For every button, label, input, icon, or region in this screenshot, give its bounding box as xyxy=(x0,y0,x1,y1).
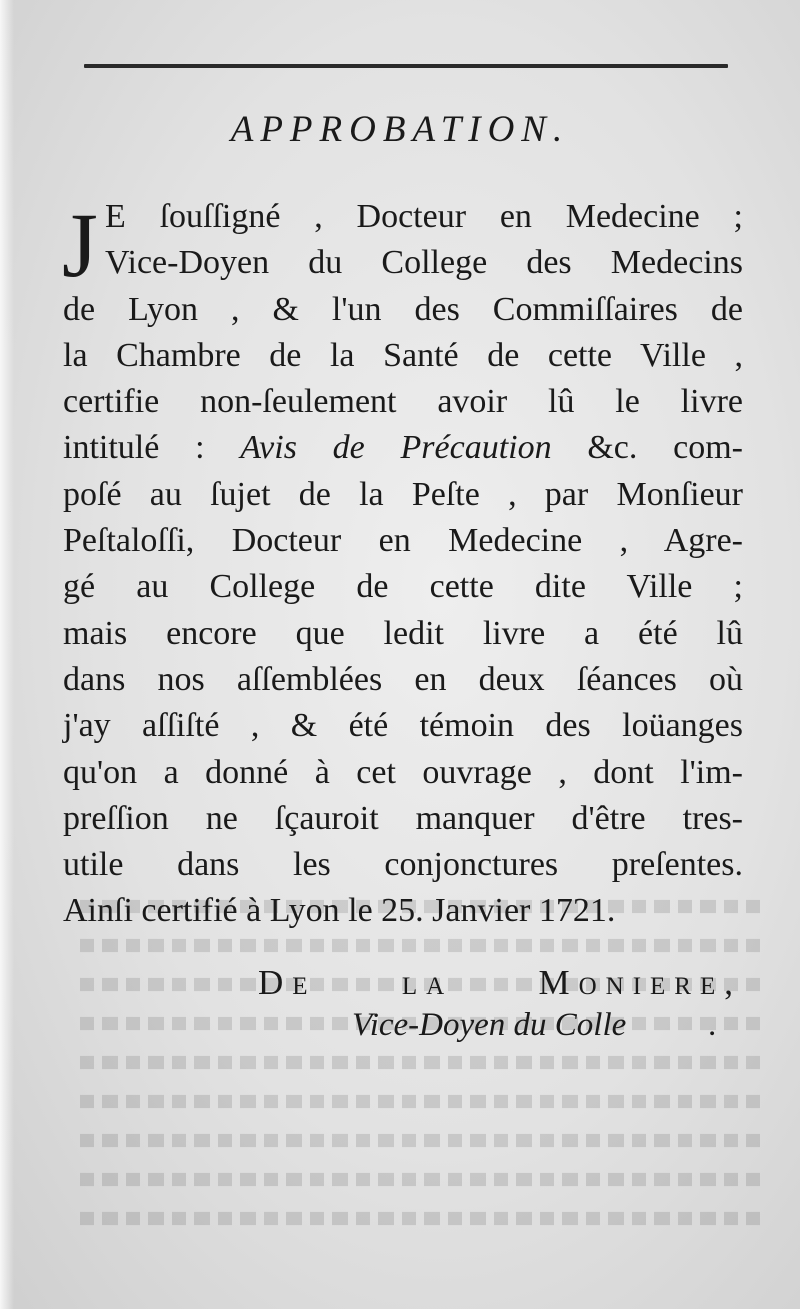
text-line-16: Ainſi certifié à Lyon le 25. Janvier 1721. xyxy=(63,892,616,930)
top-rule xyxy=(84,64,728,68)
text-line-4: la Chambre de la Santé de cette Ville , xyxy=(63,336,743,374)
signature-title: Vice-Doyen du Colle xyxy=(352,1007,627,1043)
text-line-8: Peſtaloſſi, Docteur en Medecine , Agre- xyxy=(63,522,743,560)
text-line-7: poſé au ſujet de la Peſte , par Monſieur xyxy=(63,475,743,513)
signature-dot: . xyxy=(708,1007,717,1043)
text-line-2: Vice-Doyen du College des Medecins xyxy=(105,244,743,282)
text-line-1: E ſouſſigné , Docteur en Medecine ; xyxy=(105,198,743,235)
text-line-12: j'ay aſſiſté , & été témoin des loüanges xyxy=(63,707,743,745)
text-line-10: mais encore que ledit livre a été lû xyxy=(63,614,743,652)
text-line-9: gé au College de cette dite Ville ; xyxy=(63,568,743,606)
approbation-text xyxy=(63,194,743,935)
text-line-5: certifie non-ſeulement avoir lû le livre xyxy=(63,383,743,421)
book-title: Avis de Précaution xyxy=(240,429,552,467)
text-line-15: utile dans les conjonctures preſentes. xyxy=(63,846,743,884)
show-through-text xyxy=(80,890,760,1270)
text-line-11: dans nos aſſemblées en deux ſéances où xyxy=(63,660,743,698)
drop-cap: J xyxy=(62,194,98,296)
text-line-6-start: intitulé : xyxy=(63,429,241,467)
text-line-13: qu'on a donné à cet ouvrage , dont l'im- xyxy=(63,753,743,791)
page-title: APPROBATION. xyxy=(230,109,570,150)
signature-name: De la Moniere, xyxy=(258,963,742,1002)
text-line-14: preſſion ne ſçauroit manquer d'être tres- xyxy=(63,799,743,837)
text-line-3: de Lyon , & l'un des Commiſſaires de xyxy=(63,290,743,328)
text-line-6-end: &c. com- xyxy=(587,429,743,467)
text-line-6 xyxy=(63,425,743,471)
